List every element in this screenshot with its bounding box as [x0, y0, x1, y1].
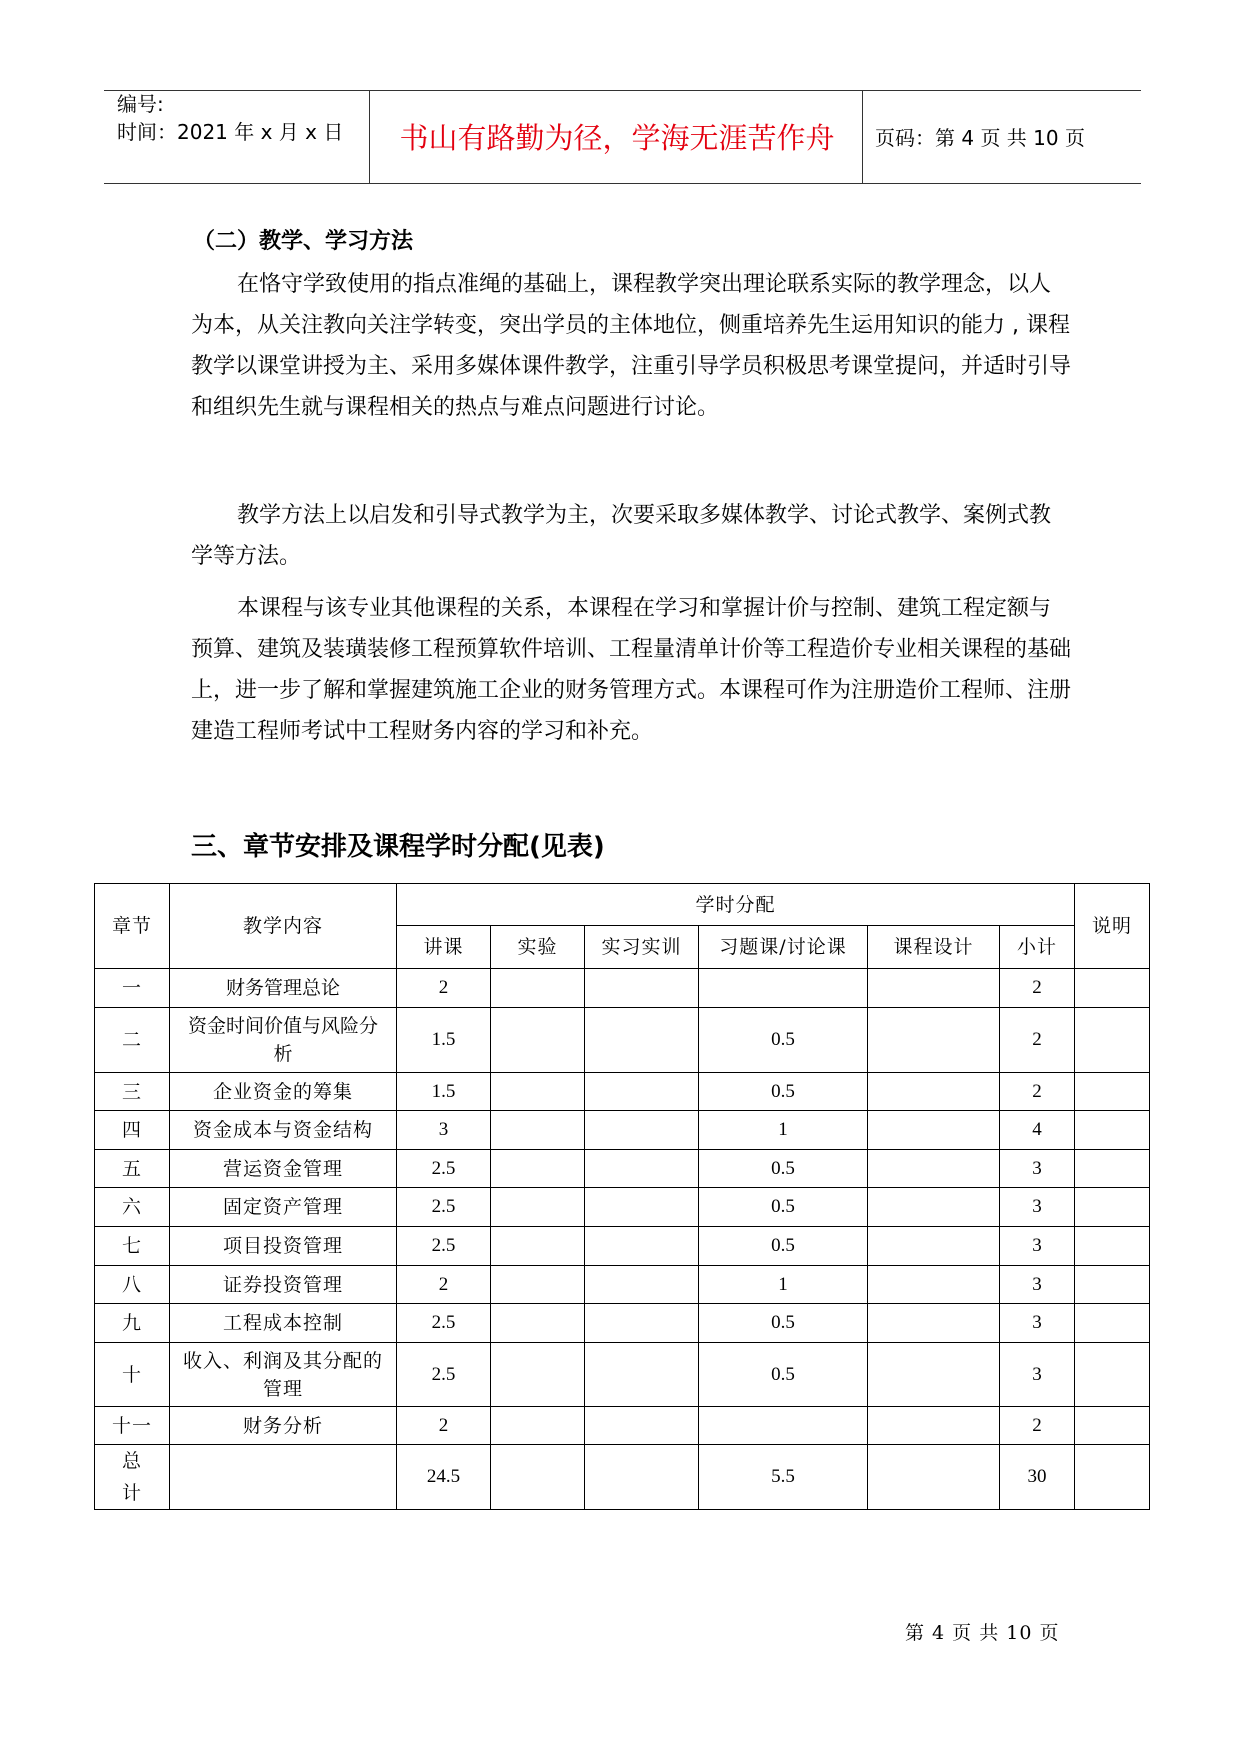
row-practice — [585, 1266, 699, 1304]
table-total-row — [95, 1445, 1150, 1510]
table-row — [95, 1188, 1150, 1227]
header-page-number: 页码：第 4 页 共 10 页 — [875, 126, 1085, 150]
row-chapter: 七 — [95, 1227, 170, 1266]
row-content: 营运资金管理 — [170, 1150, 397, 1188]
row-lecture: 1.5 — [397, 1073, 491, 1111]
row-design — [868, 1343, 1000, 1407]
row-practice — [585, 1111, 699, 1150]
total-note — [1075, 1445, 1150, 1510]
header-content: 教学内容 — [170, 884, 397, 969]
row-exercise — [699, 969, 868, 1008]
row-note — [1075, 1073, 1150, 1111]
row-practice — [585, 1008, 699, 1073]
method-heading: （二）教学、学习方法 — [193, 229, 414, 254]
row-exercise: 1 — [699, 1266, 868, 1304]
row-chapter: 十一 — [95, 1407, 170, 1445]
row-chapter: 九 — [95, 1304, 170, 1343]
table-row — [95, 1407, 1150, 1445]
table-row — [95, 1150, 1150, 1188]
row-chapter: 五 — [95, 1150, 170, 1188]
row-chapter: 一 — [95, 969, 170, 1008]
total-subtotal: 30 — [1000, 1445, 1075, 1510]
method-paragraph-2: 教学方法上以启发和引导式教学为主，次要采取多媒体教学、讨论式教学、案例式教学等方法。 — [191, 503, 1052, 569]
row-experiment — [491, 1266, 585, 1304]
row-content: 财务分析 — [170, 1407, 397, 1445]
row-note — [1075, 1407, 1150, 1445]
row-lecture: 2 — [397, 1407, 491, 1445]
row-exercise: 0.5 — [699, 1227, 868, 1266]
row-content: 工程成本控制 — [170, 1304, 397, 1343]
row-content: 财务管理总论 — [170, 969, 397, 1008]
row-experiment — [491, 1407, 585, 1445]
row-subtotal: 3 — [1000, 1150, 1075, 1188]
row-content: 证券投资管理 — [170, 1266, 397, 1304]
row-chapter: 四 — [95, 1111, 170, 1150]
row-subtotal: 3 — [1000, 1188, 1075, 1227]
table-row — [95, 1073, 1150, 1111]
row-subtotal: 3 — [1000, 1304, 1075, 1343]
row-lecture: 2.5 — [397, 1150, 491, 1188]
total-lecture: 24.5 — [397, 1445, 491, 1510]
header-hours-group: 学时分配 — [397, 884, 1075, 926]
row-design — [868, 1150, 1000, 1188]
header-motto: 书山有路勤为径，学海无涯苦作舟 — [399, 121, 835, 155]
row-lecture: 2.5 — [397, 1227, 491, 1266]
row-note — [1075, 1008, 1150, 1073]
row-note — [1075, 1266, 1150, 1304]
row-design — [868, 969, 1000, 1008]
table-row — [95, 1227, 1150, 1266]
row-chapter: 三 — [95, 1073, 170, 1111]
row-experiment — [491, 1150, 585, 1188]
row-design — [868, 1227, 1000, 1266]
row-experiment — [491, 1227, 585, 1266]
date-text: 时间：2021 年 x 月 x 日 — [117, 120, 344, 144]
row-subtotal: 3 — [1000, 1343, 1075, 1407]
table-row — [95, 1304, 1150, 1343]
header-lecture: 讲课 — [397, 926, 491, 969]
row-exercise: 0.5 — [699, 1008, 868, 1073]
header-experiment: 实验 — [491, 926, 585, 969]
row-chapter: 八 — [95, 1266, 170, 1304]
row-content: 资金成本与资金结构 — [170, 1111, 397, 1150]
row-note — [1075, 969, 1150, 1008]
row-note — [1075, 1343, 1150, 1407]
method-paragraph-1: 在恪守学致使用的指点准绳的基础上，课程教学突出理论联系实际的教学理念，以人为本，从关注教向关注学转变，突出学员的主体地位，侧重培养先生运用知识的能力 , 课程教学以课堂讲授为主、采用多媒体课件教学，注重引导学员积极思考课堂提问，并适时引导和组织先生就与课程相关的热点与难点问题进行讨论。 — [191, 272, 1072, 420]
row-subtotal: 2 — [1000, 1008, 1075, 1073]
row-experiment — [491, 969, 585, 1008]
header-exercise: 习题课/讨论课 — [699, 926, 868, 969]
header-info — [117, 90, 367, 146]
table-row — [95, 969, 1150, 1008]
table-row — [95, 1266, 1150, 1304]
row-subtotal: 2 — [1000, 1407, 1075, 1445]
header-divider-left — [369, 90, 370, 183]
row-chapter: 十 — [95, 1343, 170, 1407]
row-subtotal: 3 — [1000, 1227, 1075, 1266]
row-note — [1075, 1150, 1150, 1188]
row-content: 固定资产管理 — [170, 1188, 397, 1227]
row-practice — [585, 1227, 699, 1266]
row-design — [868, 1407, 1000, 1445]
total-practice — [585, 1445, 699, 1510]
schedule-heading: 三、章节安排及课程学时分配(见表) — [191, 832, 605, 862]
row-design — [868, 1073, 1000, 1111]
footer-page-number: 第 4 页 共 10 页 — [905, 1622, 1060, 1644]
row-experiment — [491, 1111, 585, 1150]
table-row — [95, 1008, 1150, 1073]
total-experiment — [491, 1445, 585, 1510]
table-row — [95, 1343, 1150, 1407]
table-row — [95, 1111, 1150, 1150]
row-practice — [585, 1150, 699, 1188]
row-lecture: 2.5 — [397, 1304, 491, 1343]
method-paragraph-3: 本课程与该专业其他课程的关系，本课程在学习和掌握计价与控制、建筑工程定额与预算、建筑及装璜装修工程预算软件培训、工程量清单计价等工程造价专业相关课程的基础上，进一步了解和掌握建筑施工企业的财务管理方式。本课程可作为注册造价工程师、注册建造工程师考试中工程财务内容的学习和补充。 — [191, 596, 1072, 744]
row-exercise: 0.5 — [699, 1150, 868, 1188]
header-design: 课程设计 — [868, 926, 1000, 969]
total-content — [170, 1445, 397, 1510]
total-exercise: 5.5 — [699, 1445, 868, 1510]
row-content: 项目投资管理 — [170, 1227, 397, 1266]
row-practice — [585, 1407, 699, 1445]
row-note — [1075, 1111, 1150, 1150]
table-header-row-1 — [95, 884, 1150, 926]
row-exercise: 1 — [699, 1111, 868, 1150]
total-design — [868, 1445, 1000, 1510]
row-note — [1075, 1188, 1150, 1227]
row-practice — [585, 1304, 699, 1343]
header-bottom-rule — [104, 183, 1141, 184]
row-lecture: 2.5 — [397, 1188, 491, 1227]
row-design — [868, 1188, 1000, 1227]
row-subtotal: 2 — [1000, 969, 1075, 1008]
row-lecture: 1.5 — [397, 1008, 491, 1073]
row-exercise: 0.5 — [699, 1343, 868, 1407]
row-exercise: 0.5 — [699, 1073, 868, 1111]
row-exercise — [699, 1407, 868, 1445]
row-exercise: 0.5 — [699, 1188, 868, 1227]
row-practice — [585, 1188, 699, 1227]
row-experiment — [491, 1008, 585, 1073]
row-practice — [585, 969, 699, 1008]
row-design — [868, 1008, 1000, 1073]
row-exercise: 0.5 — [699, 1304, 868, 1343]
row-subtotal: 3 — [1000, 1266, 1075, 1304]
header-chapter: 章节 — [95, 884, 170, 969]
row-content: 收入、利润及其分配的管理 — [170, 1343, 397, 1407]
row-design — [868, 1304, 1000, 1343]
row-lecture: 2 — [397, 969, 491, 1008]
row-experiment — [491, 1343, 585, 1407]
row-experiment — [491, 1304, 585, 1343]
row-practice — [585, 1343, 699, 1407]
row-subtotal: 2 — [1000, 1073, 1075, 1111]
row-design — [868, 1266, 1000, 1304]
row-experiment — [491, 1073, 585, 1111]
total-label: 总计 — [95, 1445, 170, 1510]
row-design — [868, 1111, 1000, 1150]
row-experiment — [491, 1188, 585, 1227]
header-practice: 实习实训 — [585, 926, 699, 969]
row-practice — [585, 1073, 699, 1111]
serial-label: 编号: — [117, 92, 164, 116]
row-lecture: 2 — [397, 1266, 491, 1304]
row-lecture: 3 — [397, 1111, 491, 1150]
hours-allocation-table — [94, 883, 1150, 1510]
row-lecture: 2.5 — [397, 1343, 491, 1407]
row-subtotal: 4 — [1000, 1111, 1075, 1150]
row-chapter: 二 — [95, 1008, 170, 1073]
row-chapter: 六 — [95, 1188, 170, 1227]
header-note: 说明 — [1075, 884, 1150, 969]
row-content: 资金时间价值与风险分析 — [170, 1008, 397, 1073]
header-subtotal: 小计 — [1000, 926, 1075, 969]
row-note — [1075, 1227, 1150, 1266]
row-note — [1075, 1304, 1150, 1343]
row-content: 企业资金的筹集 — [170, 1073, 397, 1111]
